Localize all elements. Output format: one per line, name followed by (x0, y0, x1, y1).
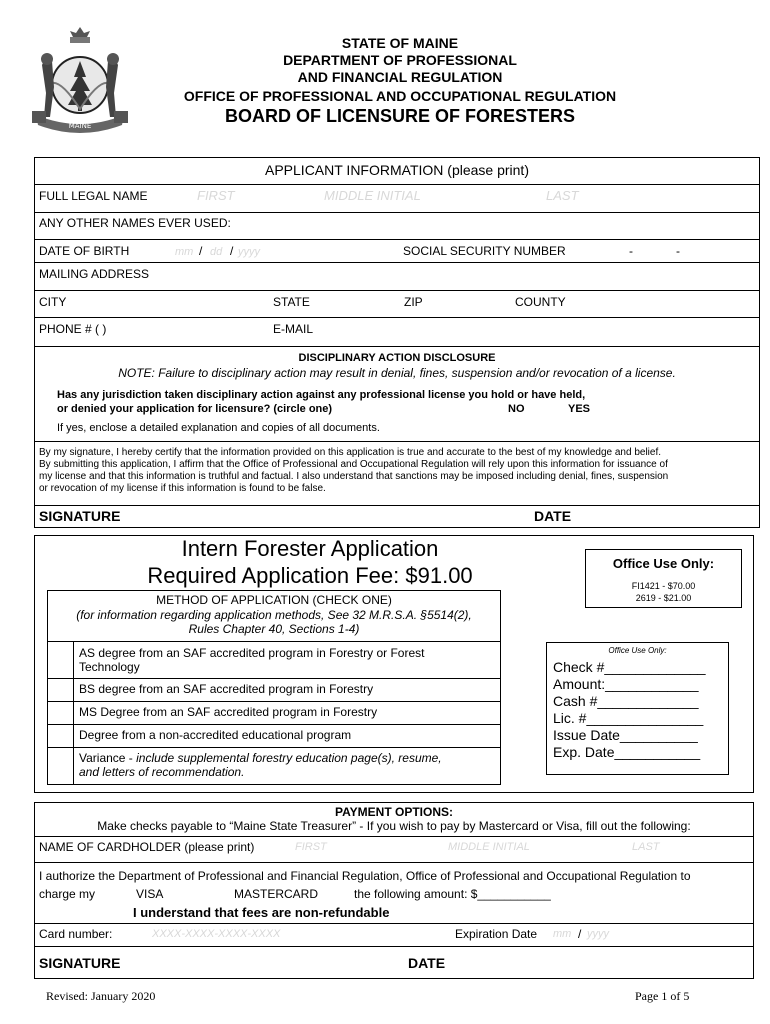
mastercard-option[interactable]: MASTERCARD (234, 887, 319, 901)
method-title: METHOD OF APPLICATION (CHECK ONE) (156, 593, 392, 607)
payment-date-label: DATE (408, 955, 446, 971)
disciplinary-note: NOTE: Failure to disciplinary action may result in denial, fines, suspension and/or revocation of a license. (118, 366, 676, 380)
application-title: Intern Forester Application (181, 536, 439, 561)
certification-line-4: or revocation of my license if this information is found to be false. (39, 483, 326, 494)
payment-instructions: Make checks payable to “Maine State Treasurer” - If you wish to pay by Mastercard or Visa, fill out the following: (97, 819, 691, 833)
expiration-label: Expiration Date (455, 927, 538, 941)
revised-date: Revised: January 2020 (46, 989, 156, 1003)
cardholder-first-field[interactable]: FIRST (295, 841, 327, 853)
option-bs-degree: BS degree from an SAF accredited program in Forestry (79, 682, 374, 696)
date-label: DATE (534, 508, 572, 524)
payment-title: PAYMENT OPTIONS: (334, 805, 453, 819)
option-non-accredited-checkbox[interactable] (48, 725, 73, 746)
header-department-cont: AND FINANCIAL REGULATION (297, 69, 503, 85)
mailing-address-label: MAILING ADDRESS (39, 267, 150, 281)
option-as-degree-line-1: AS degree from an SAF accredited program in Forestry or Forest (79, 646, 425, 660)
certification-line-3: my license and that this information is truthful and factual. I also understand that sanctions may be imposed including denial, fines, suspension (39, 471, 669, 482)
option-ms-degree-checkbox[interactable] (48, 702, 73, 723)
signature-label: SIGNATURE (39, 508, 121, 524)
full-name-first-field[interactable]: FIRST (197, 188, 235, 203)
answer-yes[interactable]: YES (568, 403, 591, 415)
header-board: BOARD OF LICENSURE OF FORESTERS (224, 106, 575, 126)
state-label: STATE (273, 295, 310, 309)
dob-slash-2: / (230, 244, 234, 258)
county-label: COUNTY (515, 295, 566, 309)
city-label: CITY (39, 295, 67, 309)
dob-month-field[interactable]: mm (175, 246, 194, 258)
office-check-field: Check #_____________ (553, 659, 706, 675)
office-use-code-1: FI1421 - $70.00 (631, 581, 696, 591)
office-use-code-2: 2619 - $21.00 (635, 593, 692, 603)
option-variance-checkbox[interactable] (48, 748, 73, 784)
disciplinary-if-yes: If yes, enclose a detailed explanation and copies of all documents. (57, 422, 380, 434)
cardholder-middle-field[interactable]: MIDDLE INITIAL (448, 841, 530, 853)
office-use-small-title: Office Use Only: (608, 646, 667, 655)
expiration-slash: / (578, 927, 582, 941)
zip-label: ZIP (404, 295, 423, 309)
option-ms-degree: MS Degree from an SAF accredited program in Forestry (79, 705, 378, 719)
option-bs-degree-checkbox[interactable] (48, 679, 73, 700)
header-office: OFFICE OF PROFESSIONAL AND OCCUPATIONAL REGULATION (183, 88, 617, 104)
dob-slash-1: / (199, 244, 203, 258)
option-variance-italic: include supplemental forestry education page(s), resume, (136, 751, 442, 765)
applicant-title: APPLICANT INFORMATION (please print) (265, 162, 529, 178)
ssn-dash-2: - (676, 244, 680, 258)
option-as-degree-checkbox[interactable] (48, 642, 73, 677)
method-subtitle-1: (for information regarding application methods, See 32 M.R.S.A. §5514(2), (76, 608, 472, 622)
option-variance-line-1 (79, 752, 442, 766)
full-name-last-field[interactable]: LAST (546, 188, 579, 203)
dob-year-field[interactable]: yyyy (238, 246, 260, 258)
phone-label: PHONE # ( ) (39, 322, 107, 336)
header-department: DEPARTMENT OF PROFESSIONAL (283, 52, 517, 68)
certification-line-1: By my signature, I hereby certify that the information provided on this application is true and accurate to the best of my knowledge and belief. (39, 447, 662, 458)
option-non-accredited: Degree from a non-accredited educational program (79, 728, 352, 742)
office-issue-date-field: Issue Date__________ (553, 727, 698, 743)
authorization-line-1: I authorize the Department of Professional and Financial Regulation, Office of Professional and Occupational Regulation to (39, 869, 691, 883)
method-subtitle-2: Rules Chapter 40, Sections 1-4) (188, 622, 360, 636)
office-cash-field: Cash #_____________ (553, 693, 699, 709)
visa-option[interactable]: VISA (136, 887, 164, 901)
office-lic-field: Lic. #_______________ (553, 710, 704, 726)
dob-label: DATE OF BIRTH (39, 244, 130, 258)
application-fee: Required Application Fee: $91.00 (147, 563, 473, 588)
other-names-label: ANY OTHER NAMES EVER USED: (39, 216, 231, 230)
cardholder-label: NAME OF CARDHOLDER (please print) (39, 840, 255, 854)
email-label: E-MAIL (273, 322, 314, 336)
cardholder-last-field[interactable]: LAST (632, 841, 660, 853)
certification-line-2: By submitting this application, I affirm that the Office of Professional and Occupational Regulation will rely upon this information for issuance of (39, 459, 668, 470)
ssn-label: SOCIAL SECURITY NUMBER (403, 244, 566, 258)
office-amount-field: Amount:____________ (553, 676, 699, 692)
dob-day-field[interactable]: dd (210, 246, 223, 258)
office-use-title: Office Use Only: (612, 556, 715, 571)
office-exp-date-field: Exp. Date___________ (553, 744, 701, 760)
header-state: STATE OF MAINE (341, 35, 459, 51)
expiration-year-field[interactable]: yyyy (587, 928, 609, 940)
page-number: Page 1 of 5 (635, 989, 690, 1003)
payment-signature-label: SIGNATURE (39, 955, 121, 971)
disciplinary-question-1: Has any jurisdiction taken disciplinary action against any professional license you hold or have held, (57, 389, 586, 401)
card-number-label: Card number: (39, 927, 113, 941)
ssn-dash-1: - (629, 244, 633, 258)
answer-no[interactable]: NO (508, 403, 525, 415)
expiration-month-field[interactable]: mm (553, 928, 572, 940)
charge-amount-field[interactable]: the following amount: $___________ (354, 887, 551, 901)
disciplinary-question-2: or denied your application for licensure? (circle one) (57, 403, 333, 415)
card-number-field[interactable]: XXXX-XXXX-XXXX-XXXX (152, 928, 281, 940)
option-as-degree-line-2: Technology (79, 660, 140, 674)
charge-my-label: charge my (39, 887, 96, 901)
full-name-label: FULL LEGAL NAME (39, 189, 148, 203)
option-variance-prefix: Variance - (79, 751, 137, 765)
full-name-middle-field[interactable]: MIDDLE INITIAL (324, 188, 421, 203)
disciplinary-title: DISCIPLINARY ACTION DISCLOSURE (298, 352, 496, 364)
svg-text:MAINE: MAINE (68, 122, 92, 130)
non-refundable-notice: I understand that fees are non-refundable (133, 905, 390, 920)
option-variance-line-2: and letters of recommendation. (79, 765, 245, 779)
